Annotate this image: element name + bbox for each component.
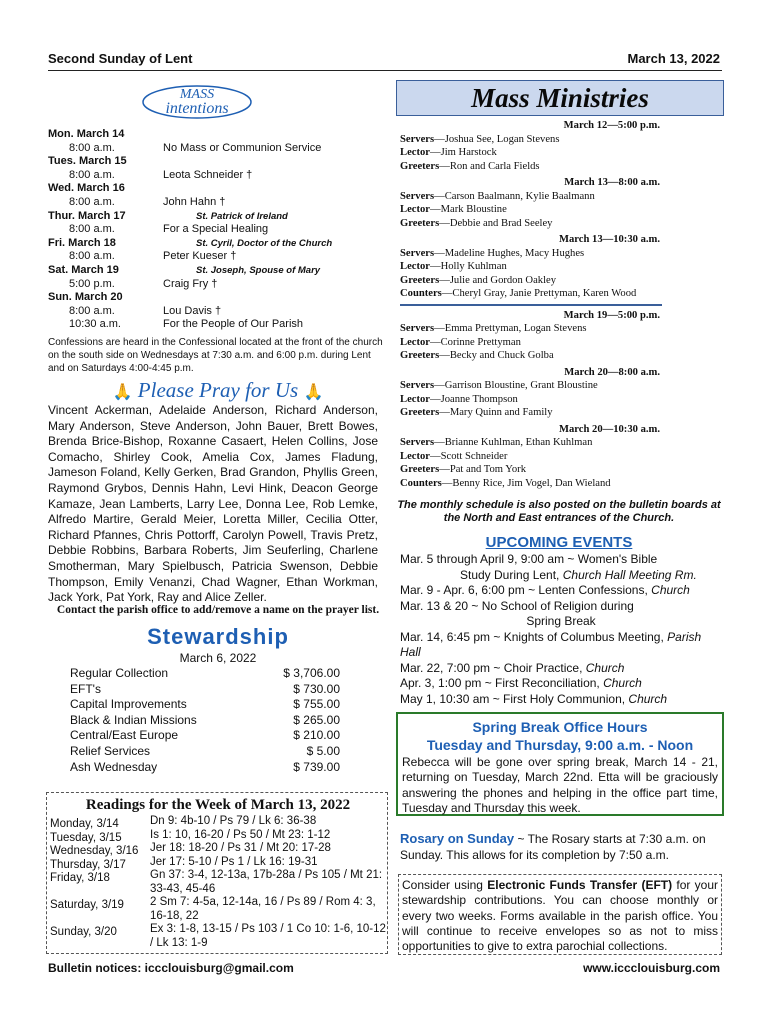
prayer-note: Contact the parish office to add/remove a name on the prayer list. xyxy=(56,604,380,616)
ministry-role: Servers xyxy=(400,437,435,448)
ministry-line xyxy=(400,287,722,301)
event-location: Parish Hall xyxy=(400,629,702,659)
ministries-schedule xyxy=(400,119,722,490)
ministry-line xyxy=(400,160,722,174)
reading-day: Friday, 3/18 xyxy=(50,872,110,884)
event-item xyxy=(400,599,722,615)
schedule-time: 8:00 a.m. xyxy=(69,223,115,236)
event-text: Spring Break xyxy=(526,614,596,628)
ministry-heading: March 12—5:00 p.m. xyxy=(563,120,660,131)
ministry-role: Greeters xyxy=(400,160,440,172)
ministry-role: Greeters xyxy=(400,350,440,361)
header-rule xyxy=(48,70,722,71)
schedule-time: 10:30 a.m. xyxy=(69,318,121,331)
ministries-divider xyxy=(400,304,662,306)
schedule-row xyxy=(48,182,388,196)
reading-text: Dn 9: 4b-10 / Ps 79 / Lk 6: 36-38 xyxy=(150,815,317,827)
schedule-feast: St. Cyril, Doctor of the Church xyxy=(196,237,333,249)
event-text: Mar. 9 - Apr. 6, 6:00 pm ~ Lenten Confessions, xyxy=(400,583,652,597)
ministry-heading: March 13—10:30 a.m. xyxy=(558,234,660,245)
header-left: Second Sunday of Lent xyxy=(48,51,193,66)
reading-row xyxy=(50,923,386,950)
event-location: Church xyxy=(585,660,625,675)
event-item xyxy=(400,614,722,630)
ministry-heading: March 20—8:00 a.m. xyxy=(564,366,660,378)
schedule-time: 8:00 a.m. xyxy=(69,141,115,154)
schedule-day: Fri. March 18 xyxy=(48,236,116,249)
ministry-line xyxy=(400,450,722,464)
ministry-heading: March 19—5:00 p.m. xyxy=(563,309,660,321)
event-item xyxy=(400,676,722,692)
spring-break-hours: Tuesday and Thursday, 9:00 a.m. - Noon xyxy=(426,737,694,753)
schedule-day: Sun. March 20 xyxy=(48,291,123,304)
ministry-names: —Becky and Chuck Golba xyxy=(439,350,554,361)
schedule-time: 8:00 a.m. xyxy=(69,250,115,263)
ministry-line xyxy=(400,260,722,274)
ministry-names: —Joanne Thompson xyxy=(430,393,518,405)
ministry-line xyxy=(400,274,722,288)
ministry-names: —Joshua See, Logan Stevens xyxy=(434,133,560,145)
event-text: Mar. 14, 6:45 pm ~ Knights of Columbus Meeting, xyxy=(400,629,668,644)
schedule-row xyxy=(48,264,388,278)
event-item xyxy=(400,583,722,599)
logo-line2: intentions xyxy=(165,100,229,117)
ministry-role: Servers xyxy=(400,380,435,391)
reading-row xyxy=(50,815,386,829)
reading-row xyxy=(50,869,386,896)
praying-hands-icon: 🙏 xyxy=(112,384,133,401)
logo-line1: MASS xyxy=(179,87,215,102)
ministry-role: Servers xyxy=(400,190,435,202)
schedule-row xyxy=(48,210,388,224)
schedule-row xyxy=(48,318,388,332)
ministry-line xyxy=(400,336,722,350)
schedule-row xyxy=(48,305,388,319)
ministry-names: —Carson Baalmann, Kylie Baalmann xyxy=(434,190,595,202)
stewardship-label: Regular Collection xyxy=(70,666,169,680)
ministry-names: —Cheryl Gray, Janie Prettyman, Karen Wood xyxy=(441,288,637,299)
reading-text: Gn 37: 3-4, 12-13a, 17b-28a / Ps 105 / Mt 21: 33-43, 45-46 xyxy=(150,869,383,895)
event-text: May 1, 10:30 am ~ First Holy Communion, xyxy=(400,691,629,706)
stewardship-amount: $ 265.00 xyxy=(293,712,340,727)
spring-break-title: Spring Break Office Hours xyxy=(472,719,648,735)
mass-schedule xyxy=(48,128,388,332)
reading-day: Saturday, 3/19 xyxy=(50,899,124,911)
schedule-row xyxy=(48,223,388,237)
schedule-intention: Craig Fry † xyxy=(163,277,218,290)
schedule-day: Wed. March 16 xyxy=(48,182,125,195)
rosary-label: Rosary on Sunday xyxy=(400,831,515,846)
schedule-intention: Leota Schneider † xyxy=(163,168,253,181)
schedule-day: Tues. March 15 xyxy=(48,155,127,168)
ministry-names: —Julie and Gordon Oakley xyxy=(439,274,557,286)
event-item xyxy=(400,661,722,677)
ministry-role: Greeters xyxy=(400,464,440,475)
stewardship-date: March 6, 2022 xyxy=(179,651,257,665)
ministry-line xyxy=(400,190,722,204)
readings-title: Readings for the Week of March 13, 2022 xyxy=(85,797,351,813)
schedule-feast: St. Joseph, Spouse of Mary xyxy=(196,264,321,276)
eft-note xyxy=(402,878,718,954)
events-list xyxy=(400,552,722,707)
schedule-row xyxy=(48,250,388,264)
ministry-names: —Garrison Bloustine, Grant Bloustine xyxy=(434,380,598,391)
schedule-feast: St. Patrick of Ireland xyxy=(196,210,288,222)
event-text: Mar. 13 & 20 ~ No School of Religion during xyxy=(400,598,634,613)
stewardship-title: Stewardship xyxy=(147,624,289,649)
ministry-role: Lector xyxy=(400,393,430,405)
ministry-line xyxy=(400,322,722,336)
ministry-role: Lector xyxy=(400,204,430,215)
ministries-banner: Mass Ministries xyxy=(396,80,724,116)
ministry-names: —Mary Quinn and Family xyxy=(439,407,553,418)
ministry-role: Servers xyxy=(400,247,435,259)
reading-text: Is 1: 10, 16-20 / Ps 50 / Mt 23: 1-12 xyxy=(150,828,331,841)
prayer-names: Vincent Ackerman, Adelaide Anderson, Richard Anderson, Mary Anderson, Steve Anderson, John Bauer, Brett Bowes, Brenda Brice-Bishop, Roxanne Casaert, Helen Collins, Jose Comacho, Shirley Cook, Amelia Cox, James Fladung, Jameson Foland, Kelly Gerken, Brad Grandon, Phyllis Green, Raymond Grybos, Dennis Hahn, Levi Hink, Deacon George Kamaze, Jean Lamberts, Larry Lee, Donna Lee, Rob Lemke, Alfredo Martire, Gerald Meier, Loretta Miller, Cecilia Otter, Richard Pfannes, Chris Pottorff, Carolyn Powell, Travis Pretz, Debbie Robbins, Barbara Roberts, Jim Seuferling, Charlene Smotherman, Mary Spielbusch, Patricia Swenson, Debbie Thompson, Emily Venanzi, Chad Wagner, Ethan Workman, Jack York, Pat York, Ray and Alice Zeller. xyxy=(48,403,378,605)
schedule-time: 5:00 p.m. xyxy=(69,277,115,290)
footer-email: Bulletin notices: iccclouisburg@gmail.com xyxy=(48,961,294,975)
ministry-names: —Jim Harstock xyxy=(430,147,497,158)
event-location: Church xyxy=(628,691,668,706)
reading-row xyxy=(50,856,386,870)
reading-row xyxy=(50,896,386,923)
schedule-row xyxy=(48,128,388,142)
ministry-names: —Ron and Carla Fields xyxy=(439,160,540,172)
schedule-intention: For the People of Our Parish xyxy=(163,318,304,331)
stewardship-row xyxy=(70,666,340,682)
eft-post: for your stewardship contributions. You can choose monthly or every two weeks. Forms available in the parish office. You will continue to receive envelopes so as not to miss opportunities to give to extra parochial collections. xyxy=(402,878,718,954)
praying-hands-icon: 🙏 xyxy=(303,384,324,401)
ministry-names: —Corinne Prettyman xyxy=(430,336,521,348)
rosary-note xyxy=(400,831,722,863)
ministry-role: Counters xyxy=(400,477,442,489)
ministry-role: Greeters xyxy=(400,407,440,418)
ministry-names: —Holly Kuhlman xyxy=(430,261,507,272)
ministry-role: Greeters xyxy=(400,274,440,286)
schedule-row xyxy=(48,237,388,251)
schedule-time: 8:00 a.m. xyxy=(69,304,115,317)
ministry-names: —Brianne Kuhlman, Ethan Kuhlman xyxy=(434,437,593,448)
schedule-time: 8:00 a.m. xyxy=(69,195,115,208)
ministry-names: —Pat and Tom York xyxy=(439,464,526,475)
schedule-intention: No Mass or Communion Service xyxy=(163,141,322,154)
schedule-row xyxy=(48,142,388,156)
stewardship-label: Black & Indian Missions xyxy=(70,712,197,727)
schedule-intention: Peter Kueser † xyxy=(163,250,237,263)
reading-row xyxy=(50,842,386,856)
stewardship-label: Relief Services xyxy=(70,743,151,758)
footer-website: www.iccclouisburg.com xyxy=(583,961,720,975)
prayer-title-text: Please Pray for Us xyxy=(137,378,299,402)
ministry-names: —Benny Rice, Jim Vogel, Dan Wieland xyxy=(441,477,611,489)
ministry-role: Greeters xyxy=(400,217,440,229)
event-text: Apr. 3, 1:00 pm ~ First Reconciliation, xyxy=(400,676,604,690)
ministry-role: Lector xyxy=(400,147,430,158)
stewardship-label: Central/East Europe xyxy=(70,728,179,743)
stewardship-row xyxy=(70,697,340,713)
ministry-role: Servers xyxy=(400,133,435,145)
reading-day: Thursday, 3/17 xyxy=(50,858,126,871)
reading-day: Wednesday, 3/16 xyxy=(50,845,139,857)
event-location: Church xyxy=(603,676,642,690)
reading-row xyxy=(50,829,386,843)
prayer-title xyxy=(48,378,388,403)
ministry-names: —Emma Prettyman, Logan Stevens xyxy=(434,323,587,334)
header-right: March 13, 2022 xyxy=(627,51,720,66)
readings-list xyxy=(50,815,386,950)
schedule-row xyxy=(48,196,388,210)
ministry-line xyxy=(400,477,722,491)
schedule-intention: For a Special Healing xyxy=(163,223,269,236)
stewardship-label: Capital Improvements xyxy=(70,697,187,712)
monthly-note: The monthly schedule is also posted on the bulletin boards at the North and East entrances of the Church. xyxy=(397,499,721,524)
reading-day: Tuesday, 3/15 xyxy=(50,831,122,844)
event-text: Mar. 5 through April 9, 9:00 am ~ Women's Bible xyxy=(400,552,658,566)
ministry-role: Servers xyxy=(400,323,435,334)
ministry-names: —Mark Bloustine xyxy=(430,204,507,215)
event-text: Mar. 22, 7:00 pm ~ Choir Practice, xyxy=(400,660,586,675)
reading-text: Ex 3: 1-8, 13-15 / Ps 103 / 1 Co 10: 1-6, 10-12 / Lk 13: 1-9 xyxy=(150,923,386,949)
schedule-row xyxy=(48,169,388,183)
ministry-line xyxy=(400,146,722,160)
stewardship-row xyxy=(70,744,340,760)
stewardship-amount: $ 755.00 xyxy=(293,697,340,712)
schedule-row xyxy=(48,291,388,305)
schedule-intention: Lou Davis † xyxy=(163,304,222,317)
ministry-names: —Debbie and Brad Seeley xyxy=(439,217,553,229)
schedule-row xyxy=(48,155,388,169)
stewardship-amount: $ 5.00 xyxy=(306,743,340,758)
ministry-line xyxy=(400,393,722,407)
stewardship-label: Ash Wednesday xyxy=(70,759,158,774)
ministry-heading: March 13—8:00 a.m. xyxy=(564,177,660,188)
ministry-heading: March 20—10:30 a.m. xyxy=(558,423,660,435)
stewardship-amount: $ 730.00 xyxy=(293,681,340,696)
ministry-line xyxy=(400,247,722,261)
schedule-day: Thur. March 17 xyxy=(48,209,126,222)
event-text: Study During Lent, xyxy=(460,567,563,582)
reading-day: Monday, 3/14 xyxy=(50,818,119,830)
ministry-role: Lector xyxy=(400,336,430,348)
event-item xyxy=(400,568,722,584)
eft-pre: Consider using xyxy=(402,878,488,892)
spring-break-body: Rebecca will be gone over spring break, March 14 - 21, returning on Tuesday, March 22nd. Etta will be graciously answering the phones and helping in the office part time, Tuesday and Thursday this week. xyxy=(402,755,718,815)
event-item xyxy=(400,552,722,568)
reading-text: Jer 18: 18-20 / Ps 31 / Mt 20: 17-28 xyxy=(150,842,331,854)
ministry-names: —Scott Schneider xyxy=(430,450,508,462)
ministry-line xyxy=(400,203,722,217)
schedule-time: 8:00 a.m. xyxy=(69,168,115,181)
schedule-day: Sat. March 19 xyxy=(48,263,119,276)
ministry-line xyxy=(400,436,722,450)
mass-intentions-logo xyxy=(140,80,255,122)
reading-text: Jer 17: 5-10 / Ps 1 / Lk 16: 19-31 xyxy=(150,855,318,868)
reading-text: 2 Sm 7: 4-5a, 12-14a, 16 / Ps 89 / Rom 4: 3, 16-18, 22 xyxy=(150,896,376,922)
stewardship-row xyxy=(70,713,340,729)
ministry-line xyxy=(400,133,722,147)
ministry-line xyxy=(400,463,722,477)
ministry-line xyxy=(400,379,722,393)
event-item xyxy=(400,630,722,661)
eft-bold: Electronic Funds Transfer (EFT) xyxy=(487,878,673,892)
reading-day: Sunday, 3/20 xyxy=(50,926,117,938)
stewardship-table xyxy=(70,666,340,775)
stewardship-amount: $ 210.00 xyxy=(293,728,340,743)
schedule-intention: John Hahn † xyxy=(163,195,226,208)
ministry-names: —Madeline Hughes, Macy Hughes xyxy=(434,247,585,259)
ministry-role: Lector xyxy=(400,261,430,272)
events-title: UPCOMING EVENTS xyxy=(485,534,633,551)
confessions-text: Confessions are heard in the Confessional located at the front of the church on the south side on Wednesdays at 7:30 a.m. and 6:00 p.m. during Lent and on Saturdays 4:00-4:45 p.m. xyxy=(48,337,383,374)
stewardship-label: EFT's xyxy=(70,681,101,696)
stewardship-amount: $ 739.00 xyxy=(293,759,340,774)
ministry-line xyxy=(400,349,722,363)
ministry-role: Counters xyxy=(400,288,442,299)
stewardship-row xyxy=(70,682,340,698)
ministry-line xyxy=(400,406,722,420)
ministry-role: Lector xyxy=(400,450,430,462)
event-item xyxy=(400,692,722,708)
schedule-row xyxy=(48,278,388,292)
stewardship-row xyxy=(70,728,340,744)
event-location: Church xyxy=(651,583,690,597)
ministry-line xyxy=(400,217,722,231)
stewardship-amount: $ 3,706.00 xyxy=(283,666,340,680)
stewardship-row xyxy=(70,760,340,776)
rosary-text: ~ The Rosary starts at 7:30 a.m. on Sunday. This allows for its completion by 7:50 a.m. xyxy=(400,832,706,862)
schedule-day: Mon. March 14 xyxy=(48,128,125,140)
event-location: Church Hall Meeting Rm. xyxy=(562,567,697,582)
